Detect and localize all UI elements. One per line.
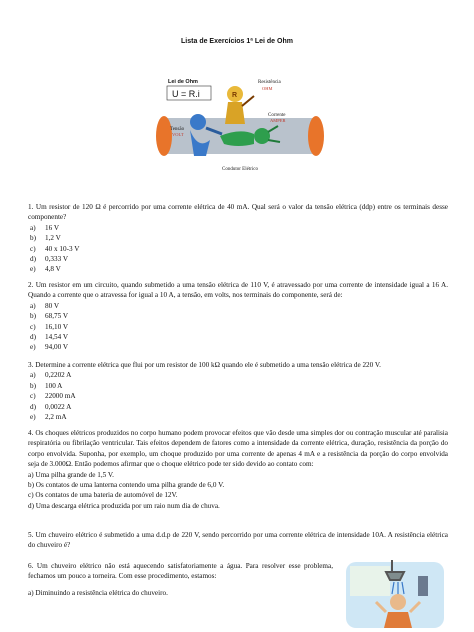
- question-2-text: 2. Um resistor em um circuito, quando submetido a uma tensão elétrica de 110 V, é atravessado por uma corrente de intensidade igual a 16 A. Quando a corrente que o atravessa for igual a 10 A, a tensão, em volts, nos terminais do componente, será de:: [28, 281, 448, 300]
- option: b) 100 A: [30, 381, 63, 390]
- option: a) 16 V: [30, 223, 60, 232]
- voltage-character-head: [190, 114, 206, 130]
- question-5: [28, 530, 448, 551]
- ohm-law-illustration: [150, 72, 328, 178]
- option: d) 0,0022 A: [30, 402, 72, 411]
- question-1-text: 1. Um resistor de 120 Ω é percorrido por uma corrente elétrica de 40 mA. Qual será o valor da tensão elétrica (ddp) entre os terminais desse componente?: [28, 203, 448, 222]
- conductor-right-end: [308, 116, 324, 156]
- question-2: [28, 280, 448, 353]
- current-unit: AMPER: [270, 118, 286, 123]
- question-5-text: 5. Um chuveiro elétrico é submetido a uma d.d.p de 220 V, sendo percorrido por uma corrente elétrica de intensidade 10A. A resistência elétrica do chuveiro é?: [28, 531, 448, 550]
- option: e) 4,8 V: [30, 265, 61, 274]
- conductor-label: Condutor Elétrico: [222, 167, 258, 172]
- question-1-options: [28, 223, 448, 275]
- option: c) 22000 mA: [30, 392, 76, 401]
- svg-text:R: R: [232, 92, 238, 99]
- option: c) 16,10 V: [30, 322, 69, 331]
- current-character-head: [254, 128, 270, 144]
- faucet-icon: [418, 576, 428, 596]
- question-6-option-a: a) Diminuindo a resistência elétrica do chuveiro.: [28, 588, 168, 597]
- law-label: Lei de Ohm: [168, 79, 198, 85]
- conductor-left-end: [156, 116, 172, 156]
- voltage-label: Tensão: [170, 127, 185, 132]
- option: e) 2,2 mA: [30, 413, 67, 422]
- person-head-icon: [390, 594, 406, 610]
- question-4-text: 4. Os choques elétricos produzidos no corpo humano podem provocar efeitos que vão desde uma simples dor ou contração muscular até paralisia respiratória ou fibrilação ventricular. Tais efeitos dependem de fatores como a intensidade da corrente elétrica, duração, resistência da porção do corpo envolvida. Suponha, por exemplo, um choque produzido por uma corrente de apenas 4 mA e a resistência da porção do corpo envolvida seja de 3.000Ω. Então podemos afirmar que o choque elétrico pode ter sido devido ao contato com:: [28, 429, 448, 469]
- option: d) Uma descarga elétrica produzida por um raio num dia de chuva.: [28, 501, 220, 510]
- shower-cartoon-illustration: [340, 556, 450, 630]
- option: c) Os contatos de uma bateria de automóvel de 12V.: [28, 491, 178, 500]
- option: a) Uma pilha grande de 1,5 V.: [28, 470, 114, 479]
- option: a) 80 V: [30, 301, 60, 310]
- question-6-text: 6. Um chuveiro elétrico não está aquecendo satisfatoriamente a água. Para resolver esse problema, fechamos um pouco a torneira. Com esse procedimento, estamos:: [28, 562, 333, 581]
- option: d) 14,54 V: [30, 333, 69, 342]
- option: c) 40 x 10-3 V: [30, 244, 80, 253]
- option: e) 94,00 V: [30, 343, 69, 352]
- question-1: [28, 202, 448, 275]
- page-title: Lista de Exercícios 1ª Lei de Ohm: [181, 38, 293, 45]
- resistance-label: Resistência: [258, 80, 281, 85]
- option: d) 0,333 V: [30, 255, 69, 264]
- question-2-options: [28, 301, 448, 353]
- formula: U = R.i: [172, 89, 200, 99]
- question-3: [28, 360, 448, 422]
- question-3-text: 3. Determine a corrente elétrica que flui por um resistor de 100 kΩ quando ele é submetido a uma tensão elétrica de 220 V.: [28, 361, 381, 369]
- option: a) 0,2202 A: [30, 371, 72, 380]
- voltage-unit: VOLT: [172, 132, 184, 137]
- option: b) 68,75 V: [30, 312, 69, 321]
- resistance-unit: OHM: [262, 86, 273, 91]
- question-6: [28, 561, 333, 598]
- option: b) 1,2 V: [30, 234, 61, 243]
- question-4-options: [28, 470, 448, 512]
- question-4: [28, 428, 448, 511]
- option: b) Os contatos de uma lanterna contendo uma pilha grande de 6,0 V.: [28, 481, 225, 490]
- question-3-options: [28, 370, 448, 422]
- person-body-icon: [384, 612, 412, 628]
- current-label: Corrente: [268, 113, 286, 118]
